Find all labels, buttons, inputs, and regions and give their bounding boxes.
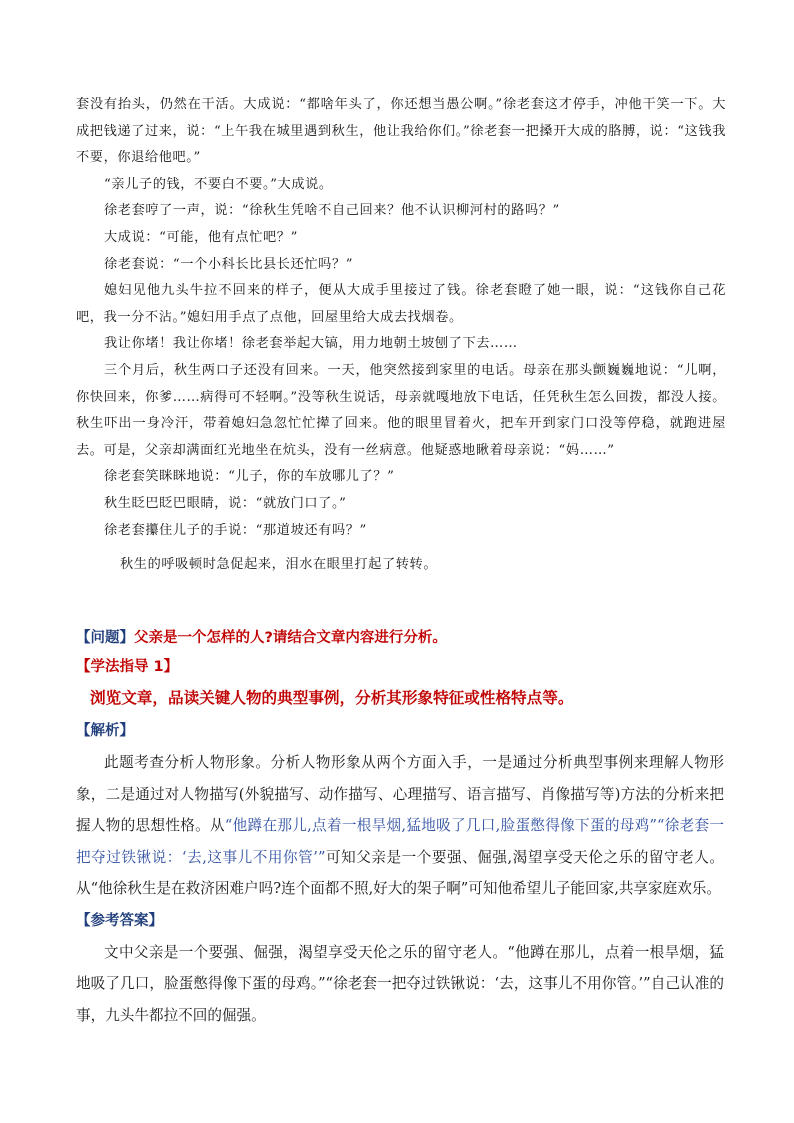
analysis-heading [76,715,724,747]
question-row [76,623,724,653]
analysis-part-1: 此题考查分析人物形象。分析人物形象从两个方面入手，一是通过分析典型事例来理解人物形象，二是通过对人物描写(外貌描写、动作描写、心理描写、语言描写、肖像描写等)方法的分析来把握人物的思想性格。从 [76,754,724,834]
story-paragraph: 我让你堵！我让你堵！徐老套举起大镐，用力地朝土坡刨了下去…… [104,336,518,352]
story-paragraph: 徐老套说：“一个小科长比县长还忙吗？” [104,256,354,272]
analysis-tag: 【解析】 [76,723,134,739]
answer-heading [76,905,724,937]
analysis-quote-2: “徐老套一把夺过铁锹说：‘去,这事儿不用你管’” [76,817,724,866]
analysis-part-2: 可知父亲是一个要强、倔强,渴望享受天伦之乐的留守老人。从 [76,848,724,897]
question-tag: 【问题】 [76,630,134,646]
story-paragraph: 媳妇见他九头牛拉不回来的样子，便从大成手里接过了钱。徐老套瞪了她一眼，说：“这钱你自己花吧，我一分不沾。”媳妇用手点了点他，回屋里给大成去找烟卷。 [76,283,726,325]
story-closing-line: 秋生的呼吸顿时急促起来，泪水在眼里打起了转转。 [120,557,438,573]
answer-text: 文中父亲是一个要强、倔强，渴望享受天伦之乐的留守老人。“他蹲在那儿，点着一根旱烟，猛地吸了几口，脸蛋憋得像下蛋的母鸡。”“徐老套一把夺过铁锹说：‘去，这事儿不用你管。’”自己认准的事，九头牛都拉不回的倔强。 [76,943,724,1024]
question-text: 父亲是一个怎样的人?请结合文章内容进行分析。 [134,630,447,646]
question-analysis-section [76,623,724,1031]
guide-heading [76,653,724,681]
story-paragraph: “亲儿子的钱，不要白不要。”大成说。 [104,176,333,192]
story-paragraph: 三个月后，秋生两口子还没有回来。一天，他突然接到家里的电话。母亲在那头颤巍巍地说：“儿啊，你快回来，你爹……病得可不轻啊。”没等秋生说话，母亲就嘎地放下电话，任凭秋生怎么回拨，都没人接。秋生吓出一身冷汗，带着媳妇急忽忙忙撵了回来。他的眼里冒着火，把车开到家门口没等停稳，就跑进屋去。可是，父亲却满面红光地坐在炕头，没有一丝病意。他疑惑地瞅着母亲说：“妈……” [76,362,726,458]
analysis-text [76,747,724,905]
story-paragraph: 徐老套笑眯眯地说：“儿子，你的车放哪儿了？” [104,469,395,485]
answer-tag: 【参考答案】 [76,912,163,929]
guide-text: 浏览文章，品读关键人物的典型事例，分析其形象特征或性格特点等。 [90,688,574,707]
story-paragraph: 套没有抬头，仍然在干活。大成说：“都啥年头了，你还想当愚公啊。”徐老套这才停手，冲他干笑一下。大成把钱递了过来，说：“上午我在城里遇到秋生，他让我给你们。”徐老套一把搡开大成的胳膊，说：“这钱我不要，你退给他吧。” [76,97,726,166]
analysis-quote-1: “他蹲在那儿,点着一根旱烟,猛地吸了几口,脸蛋憋得像下蛋的母鸡” [224,817,657,834]
analysis-quote-3: “他徐秋生是在救济困难户吗?连个面都不照,好大的架子啊” [90,880,469,897]
analysis-part-3: 可知他希望儿子能回家,共享家庭欢乐。 [468,880,721,897]
story-paragraph: 徐老套攥住儿子的手说：“那道坡还有吗？” [104,522,367,538]
guide-tag: 【学法指导 1】 [76,659,179,675]
story-paragraph: 徐老套哼了一声，说：“徐秋生凭啥不自己回来？他不认识柳河村的路吗？” [104,203,560,219]
story-paragraph: 大成说：“可能，他有点忙吧？” [104,229,298,245]
story-paragraph: 秋生眨巴眨巴眼睛，说：“就放门口了。” [104,495,347,511]
story-excerpt [76,92,726,579]
